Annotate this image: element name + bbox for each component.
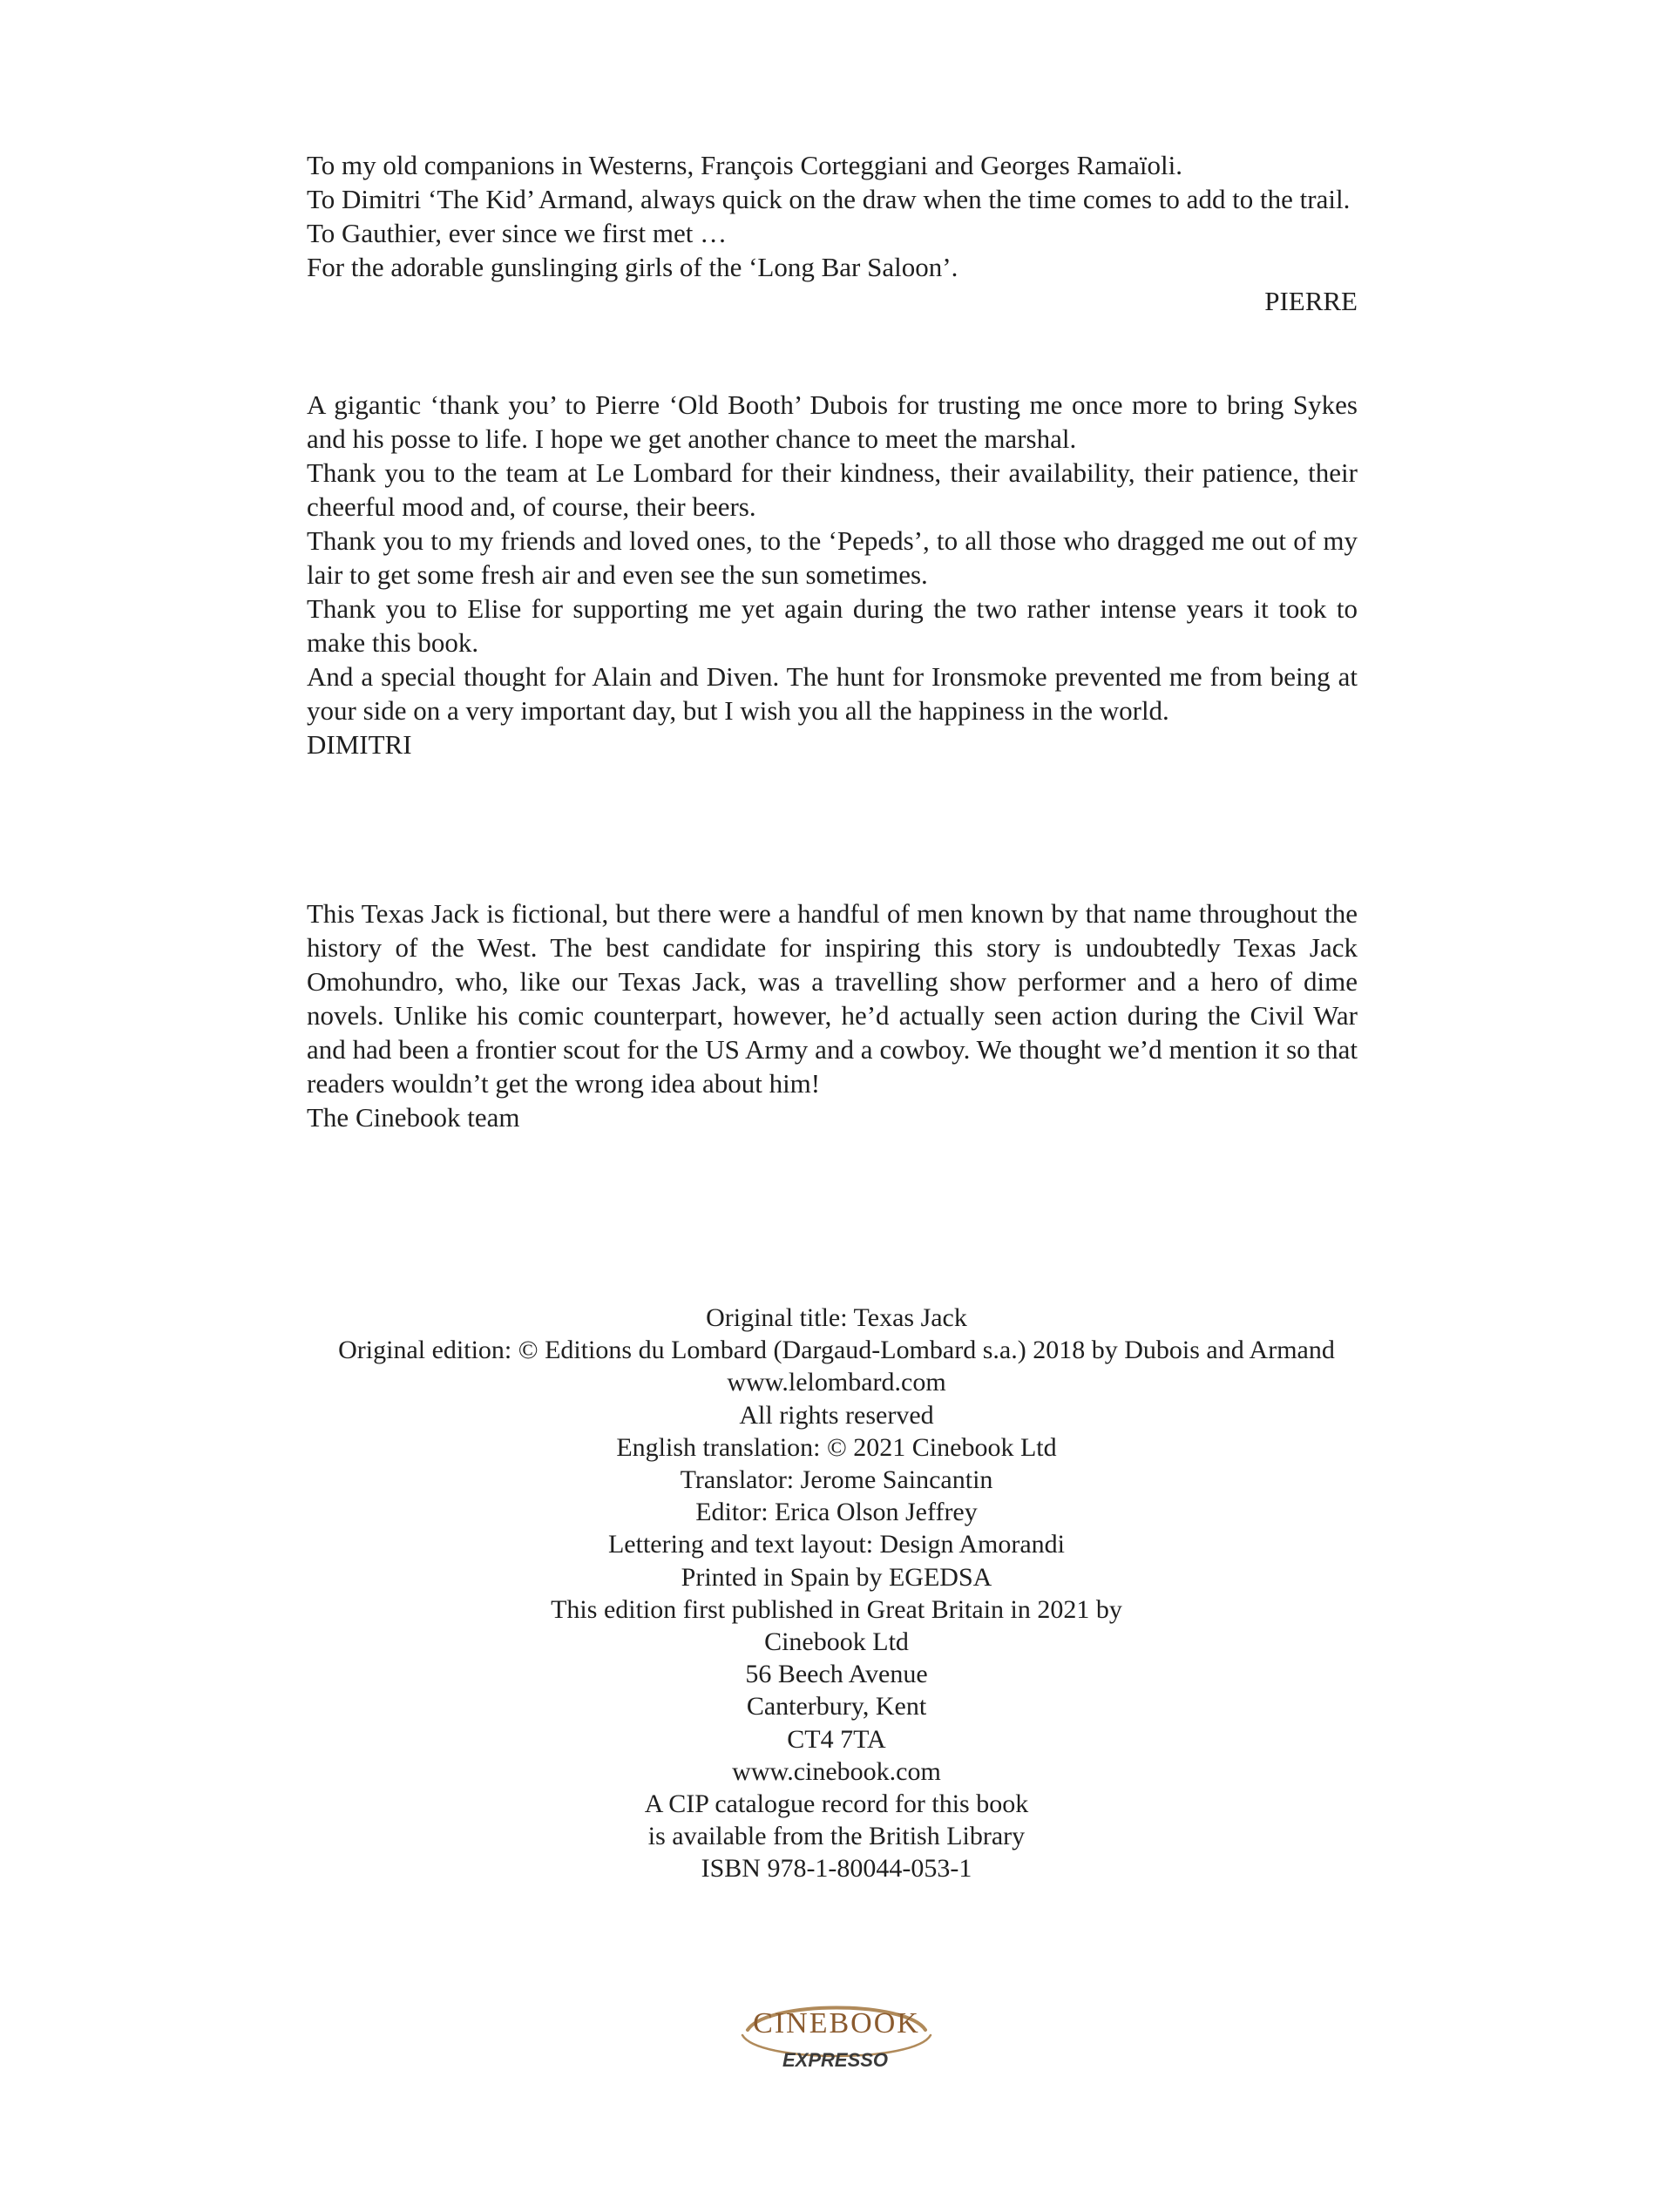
dedication-paragraph: A gigantic ‘thank you’ to Pierre ‘Old Booth’ Dubois for trusting me once more to bring Sykes and his posse to life. I hope we get another chance to meet the marshal.	[307, 389, 1358, 454]
credit-line: Translator: Jerome Saincantin	[680, 1465, 993, 1495]
signature-dimitri: DIMITRI	[307, 729, 412, 760]
dedication-line: To my old companions in Westerns, François Corteggiani and Georges Ramaïoli.	[307, 150, 1182, 180]
credit-line: Original edition: © Editions du Lombard (Dargaud-Lombard s.a.) 2018 by Dubois and Armand	[338, 1336, 1335, 1365]
credit-line: Cinebook Ltd	[764, 1627, 909, 1657]
dedication-line: To Gauthier, ever since we first met …	[307, 218, 728, 248]
dedication-paragraph: And a special thought for Alain and Diven. The hunt for Ironsmoke prevented me from being at your side on a very important day, but I wish you all the happiness in the world.	[307, 661, 1358, 726]
dedication-dimitri	[307, 388, 1358, 761]
signature-pierre: PIERRE	[1264, 286, 1358, 316]
credit-line: This edition first published in Great Britain in 2021 by	[551, 1594, 1122, 1624]
dedication-pierre	[307, 148, 1358, 318]
dedication-line: To Dimitri ‘The Kid’ Armand, always quick on the draw when the time comes to add to the trail.	[307, 184, 1351, 214]
credit-line: www.lelombard.com	[727, 1368, 946, 1397]
credit-line: All rights reserved	[739, 1400, 934, 1430]
signature-cinebook-team: The Cinebook team	[307, 1102, 520, 1133]
dedication-line: For the adorable gunslinging girls of the ‘Long Bar Saloon’.	[307, 252, 958, 282]
credit-line: Printed in Spain by EGEDSA	[681, 1562, 992, 1592]
credits-block	[0, 1302, 1673, 1885]
cinebook-note	[307, 896, 1358, 1134]
dedication-paragraph: Thank you to the team at Le Lombard for their kindness, their availability, their patience, their cheerful mood and, of course, their beers.	[307, 457, 1358, 522]
logo-wordmark: CINEBOOK	[753, 2007, 920, 2040]
credit-line: is available from the British Library	[647, 1822, 1026, 1851]
credit-line: Canterbury, Kent	[746, 1692, 927, 1722]
logo-subtitle: EXPRESSO	[782, 2049, 889, 2071]
credit-line: CT4 7TA	[787, 1724, 886, 1754]
credit-line: 56 Beech Avenue	[745, 1660, 928, 1689]
cinebook-expresso-logo	[732, 1995, 941, 2082]
credit-line: www.cinebook.com	[732, 1756, 941, 1786]
note-paragraph: This Texas Jack is fictional, but there were a handful of men known by that name throughout the history of the West. The best candidate for inspiring this story is undoubtedly Texas Jack Omohundro, who, like our Texas Jack, was a travelling show performer and a hero of dime novels. Unlike his comic counterpart, however, he’d actually seen action during the Civil War and had been a frontier scout for the US Army and a cowboy. We thought we’d mention it so that readers wouldn’t get the wrong idea about him!	[307, 898, 1358, 1099]
credit-line: Lettering and text layout: Design Amorandi	[607, 1530, 1066, 1559]
credit-line: English translation: © 2021 Cinebook Ltd	[616, 1432, 1057, 1462]
credit-line: Editor: Erica Olson Jeffrey	[695, 1498, 978, 1527]
credit-line: A CIP catalogue record for this book	[644, 1789, 1029, 1819]
dedication-paragraph: Thank you to Elise for supporting me yet again during the two rather intense years it took to make this book.	[307, 593, 1358, 658]
dedication-paragraph: Thank you to my friends and loved ones, to the ‘Pepeds’, to all those who dragged me out of my lair to get some fresh air and even see the sun sometimes.	[307, 525, 1358, 590]
credit-line: ISBN 978-1-80044-053-1	[701, 1854, 972, 1884]
credit-line: Original title: Texas Jack	[706, 1303, 967, 1332]
